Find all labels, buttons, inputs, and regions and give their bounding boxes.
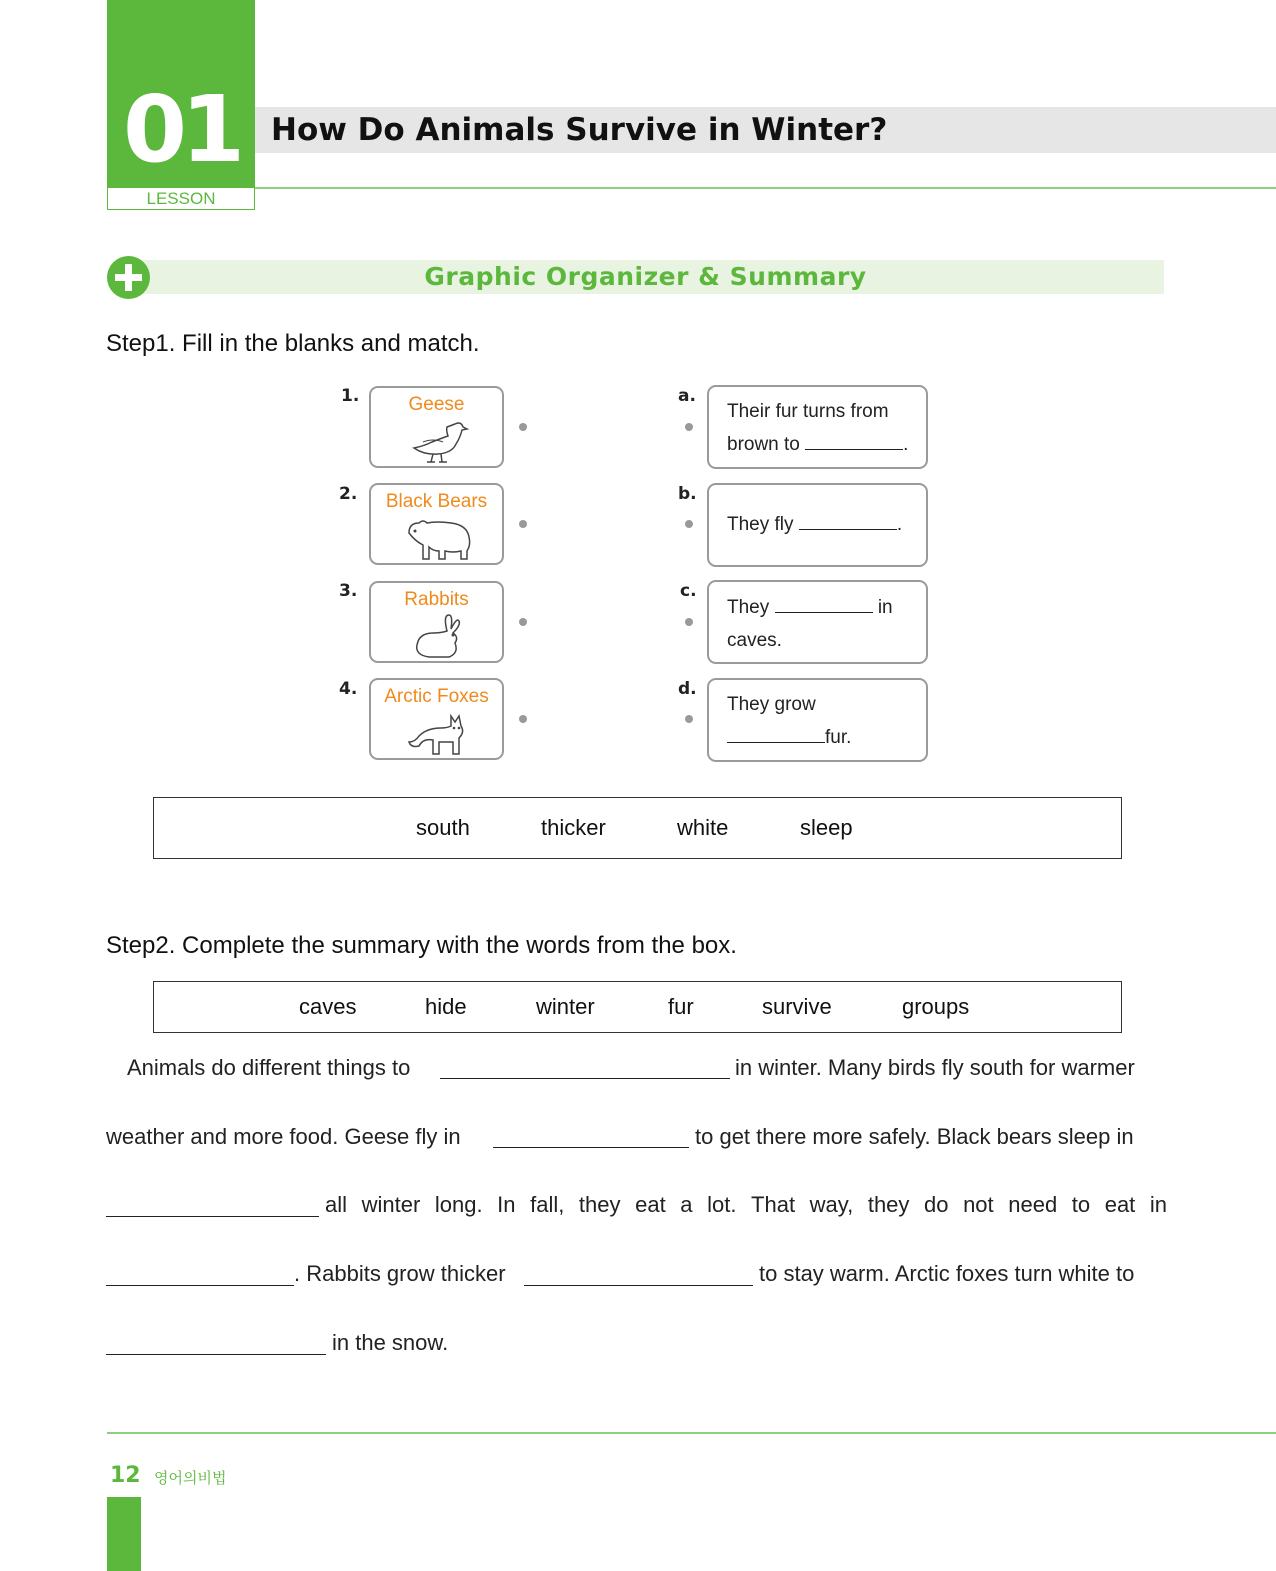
summary-word: In (497, 1192, 516, 1217)
match-dot-left[interactable] (519, 715, 527, 723)
word-bank-item: caves (299, 994, 357, 1019)
word-bank-item: sleep (800, 815, 853, 840)
bear-icon (403, 515, 473, 561)
match-dot-left[interactable] (519, 618, 527, 626)
answer-blank[interactable] (799, 515, 897, 530)
animal-name: Black Bears (385, 491, 488, 512)
desc-text-line (727, 727, 851, 749)
step2-instruction: Step2. Complete the summary with the words from the box. (106, 932, 737, 959)
summary-word: fall, (530, 1192, 565, 1217)
animal-box-geese (369, 386, 504, 468)
word-bank-item: winter (536, 994, 595, 1019)
title-divider (255, 187, 1276, 189)
desc-text-line (727, 597, 893, 619)
match-dot-right[interactable] (685, 520, 693, 528)
desc-text: They (727, 597, 770, 618)
desc-letter: d. (678, 679, 697, 699)
word-bank-item: fur (668, 994, 694, 1019)
summary-blank[interactable] (106, 1285, 294, 1286)
summary-word: they (867, 1192, 910, 1217)
summary-word: to (1071, 1192, 1091, 1217)
summary-word: need (1008, 1192, 1058, 1217)
lesson-number: 01 (122, 76, 240, 183)
footer-tab (107, 1497, 141, 1571)
summary-word: winter (361, 1192, 421, 1217)
book-title: 영어의비법 (154, 1469, 227, 1487)
summary-blank[interactable] (106, 1216, 319, 1217)
summary-blank[interactable] (106, 1354, 326, 1355)
footer-divider (107, 1432, 1276, 1434)
summary-text: in the snow. (332, 1330, 449, 1355)
desc-letter: b. (678, 484, 697, 504)
desc-letter: a. (678, 386, 696, 406)
desc-text: They fly (727, 514, 794, 535)
summary-word: all (325, 1192, 348, 1217)
desc-text: . (896, 514, 903, 535)
desc-letter: c. (680, 581, 697, 601)
match-dot-right[interactable] (685, 618, 693, 626)
goose-icon (403, 418, 473, 464)
summary-blank[interactable] (440, 1078, 730, 1079)
desc-text-line (727, 514, 902, 536)
desc-box-d (707, 678, 928, 762)
fox-icon (403, 710, 473, 756)
summary-word: they (578, 1192, 621, 1217)
animal-name: Arctic Foxes (384, 686, 489, 707)
desc-text: Their fur turns from (727, 401, 889, 422)
desc-box-a (707, 385, 928, 469)
summary-word: do (924, 1192, 949, 1217)
summary-word: way, (809, 1192, 854, 1217)
answer-blank[interactable] (775, 598, 873, 613)
section-title: Graphic Organizer & Summary (424, 262, 867, 291)
word-bank-item: hide (425, 994, 467, 1019)
summary-word: long. (434, 1192, 483, 1217)
lesson-label: LESSON (107, 188, 255, 210)
desc-text: They grow (727, 694, 816, 715)
summary-text: weather and more food. Geese fly in (106, 1124, 461, 1149)
desc-box-c (707, 580, 928, 664)
summary-text: . Rabbits grow thicker (294, 1261, 506, 1286)
match-dot-right[interactable] (685, 715, 693, 723)
desc-text: in (877, 597, 893, 618)
answer-blank[interactable] (805, 435, 903, 450)
match-dot-left[interactable] (519, 520, 527, 528)
desc-box-b (707, 483, 928, 567)
word-bank-item: groups (902, 994, 970, 1019)
summary-text: in winter. Many birds fly south for warmer (735, 1055, 1135, 1080)
match-dot-left[interactable] (519, 423, 527, 431)
word-bank-item: white (677, 815, 729, 840)
word-bank-item: survive (762, 994, 832, 1019)
step1-instruction: Step1. Fill in the blanks and match. (106, 330, 480, 357)
match-dot-right[interactable] (685, 423, 693, 431)
summary-word: in (1149, 1192, 1167, 1217)
answer-blank[interactable] (727, 728, 825, 743)
animal-name: Geese (408, 394, 465, 415)
animal-box-arctic-foxes (369, 678, 504, 760)
summary-blank[interactable] (524, 1285, 753, 1286)
word-bank-step1 (153, 797, 1122, 859)
page-title: How Do Animals Survive in Winter? (271, 112, 888, 148)
summary-word: not (963, 1192, 994, 1217)
word-bank-item: thicker (541, 815, 606, 840)
animal-box-rabbits (369, 581, 504, 663)
word-bank-item: south (416, 815, 470, 840)
page-number: 12 (110, 1463, 141, 1488)
animal-number: 3. (339, 581, 358, 601)
rabbit-icon (403, 613, 473, 659)
summary-text: Animals do different things to (127, 1055, 411, 1080)
animal-box-black-bears (369, 483, 504, 565)
summary-word: a (680, 1192, 693, 1217)
summary-text: to get there more safely. Black bears sleep in (695, 1124, 1134, 1149)
summary-blank[interactable] (493, 1147, 689, 1148)
desc-text-line (727, 434, 908, 456)
summary-text: to stay warm. Arctic foxes turn white to (759, 1261, 1135, 1286)
summary-word: lot. (707, 1192, 737, 1217)
desc-text: . (903, 434, 909, 455)
animal-number: 4. (339, 679, 358, 699)
summary-word: eat (635, 1192, 666, 1217)
animal-name: Rabbits (404, 589, 469, 610)
desc-text: fur. (825, 727, 852, 748)
animal-number: 1. (341, 386, 360, 406)
desc-text: caves. (727, 630, 782, 651)
summary-word: eat (1104, 1192, 1136, 1217)
desc-text: brown to (727, 434, 800, 455)
summary-word: That (751, 1192, 796, 1217)
summary-line-3 (325, 1192, 1167, 1218)
animal-number: 2. (339, 484, 358, 504)
